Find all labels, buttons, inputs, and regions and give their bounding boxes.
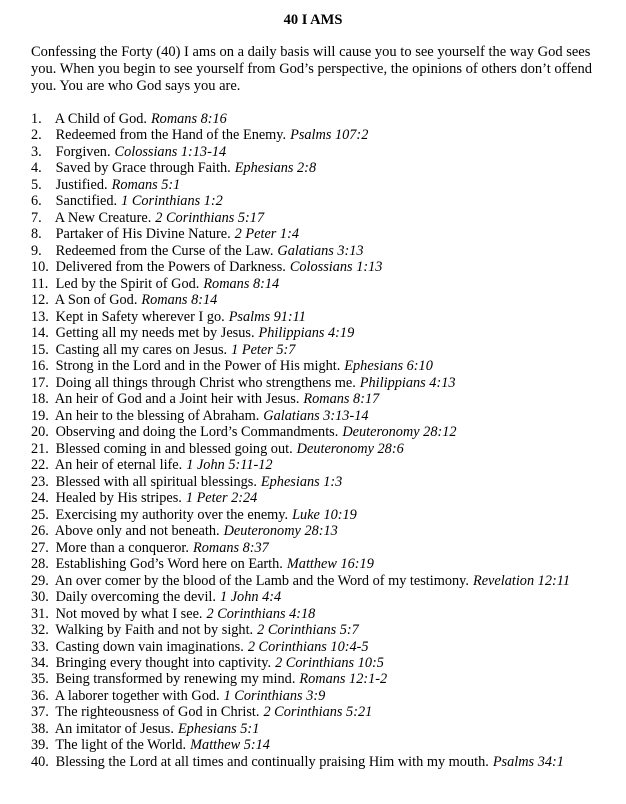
scripture-reference: Romans 8:16 bbox=[150, 111, 227, 127]
list-item-number: 8. bbox=[31, 226, 42, 243]
list-item-text: Casting all my cares on Jesus. bbox=[55, 341, 228, 358]
list-item-number: 40. bbox=[31, 753, 49, 770]
list-item-text: A Child of God. bbox=[54, 111, 147, 127]
list-item bbox=[31, 474, 611, 490]
list-item-number: 36. bbox=[31, 687, 49, 704]
list-item bbox=[31, 309, 611, 325]
list-item-number: 28. bbox=[31, 556, 49, 573]
intro-paragraph: Confessing the Forty (40) I ams on a daily basis will cause you to see yourself the way God sees you. When you begin to see yourself from God’s perspective, the opinions of others don’t offend you. You are who God says you are. bbox=[31, 44, 592, 94]
scripture-reference: 1 Peter 5:7 bbox=[231, 341, 296, 358]
list-item bbox=[31, 639, 611, 655]
scripture-reference: Deuteronomy 28:12 bbox=[342, 424, 457, 441]
list-item bbox=[31, 292, 611, 308]
list-item bbox=[31, 210, 611, 226]
list-item-text: The light of the World. bbox=[55, 737, 187, 754]
list-item-text: Saved by Grace through Faith. bbox=[55, 160, 231, 177]
list-item-text: Being transformed by renewing my mind. bbox=[55, 671, 296, 688]
list-item-text: Getting all my needs met by Jesus. bbox=[55, 325, 255, 342]
list-item-number: 5. bbox=[31, 176, 42, 193]
scripture-reference: Revelation 12:11 bbox=[472, 572, 570, 589]
list-item-number: 20. bbox=[31, 424, 49, 441]
scripture-reference: Romans 8:17 bbox=[303, 391, 380, 408]
list-item bbox=[31, 127, 611, 143]
list-item-number: 12. bbox=[31, 292, 49, 309]
list-item-number: 2. bbox=[31, 127, 42, 144]
list-item-number: 37. bbox=[31, 704, 49, 721]
scripture-reference: Psalms 91:11 bbox=[228, 308, 306, 325]
list-item-text: Casting down vain imaginations. bbox=[55, 638, 244, 655]
list-item-number: 26. bbox=[31, 523, 49, 540]
list-item-text: Bringing every thought into captivity. bbox=[55, 654, 272, 671]
scripture-reference: 2 Peter 1:4 bbox=[234, 226, 299, 243]
list-item-number: 13. bbox=[31, 308, 49, 325]
scripture-reference: Galatians 3:13-14 bbox=[263, 407, 369, 424]
list-item bbox=[31, 721, 611, 737]
list-item bbox=[31, 259, 611, 275]
scripture-reference: Psalms 34:1 bbox=[492, 753, 564, 770]
list-item-number: 34. bbox=[31, 654, 49, 671]
list-item-text: Establishing God’s Word here on Earth. bbox=[55, 556, 283, 573]
list-item bbox=[31, 704, 611, 720]
list-item-number: 22. bbox=[31, 457, 49, 474]
list-item bbox=[31, 490, 611, 506]
list-item-text: Kept in Safety wherever I go. bbox=[55, 308, 225, 325]
scripture-reference: 1 John 4:4 bbox=[219, 589, 282, 606]
list-item-text: Blessing the Lord at all times and continually praising Him with my mouth. bbox=[55, 753, 489, 770]
scripture-reference: Ephesians 5:1 bbox=[177, 720, 260, 737]
list-item-number: 35. bbox=[31, 671, 49, 688]
list-item-text: Exercising my authority over the enemy. bbox=[55, 506, 289, 523]
list-item-number: 14. bbox=[31, 325, 49, 342]
list-item-number: 15. bbox=[31, 341, 49, 358]
scripture-reference: 1 Peter 2:24 bbox=[185, 490, 258, 507]
list-item bbox=[31, 540, 611, 556]
list-item bbox=[31, 589, 611, 605]
list-item bbox=[31, 622, 611, 638]
scripture-reference: 2 Corinthians 5:7 bbox=[257, 622, 359, 639]
list-item-number: 32. bbox=[31, 622, 49, 639]
list-item-text: Daily overcoming the devil. bbox=[55, 589, 216, 606]
list-item-text: Redeemed from the Hand of the Enemy. bbox=[55, 127, 287, 144]
list-item bbox=[31, 441, 611, 457]
list-item-text: An imitator of Jesus. bbox=[54, 720, 174, 737]
list-item bbox=[31, 342, 611, 358]
list-item-text: Not moved by what I see. bbox=[55, 605, 203, 622]
scripture-reference: 2 Corinthians 10:4-5 bbox=[247, 638, 369, 655]
list-item bbox=[31, 655, 611, 671]
list-item-text: Justified. bbox=[55, 176, 108, 193]
scripture-reference: Colossians 1:13-14 bbox=[114, 143, 227, 160]
scripture-reference: Romans 5:1 bbox=[111, 176, 181, 193]
list-item-text: An heir to the blessing of Abraham. bbox=[54, 407, 260, 424]
list-item bbox=[31, 160, 611, 176]
list-item bbox=[31, 507, 611, 523]
list-item-text: Walking by Faith and not by sight. bbox=[55, 622, 254, 639]
list-item bbox=[31, 606, 611, 622]
list-item bbox=[31, 424, 611, 440]
page-title: 40 I AMS bbox=[283, 12, 343, 28]
scripture-reference: Romans 8:37 bbox=[192, 539, 269, 556]
list-item-text: An heir of eternal life. bbox=[54, 457, 183, 474]
list-item bbox=[31, 737, 611, 753]
list-item-number: 30. bbox=[31, 589, 49, 606]
list-item-text: More than a conqueror. bbox=[55, 539, 189, 556]
list-item-number: 18. bbox=[31, 391, 49, 408]
list-item-number: 21. bbox=[31, 440, 49, 457]
list-item-number: 29. bbox=[31, 572, 49, 589]
list-item-text: Redeemed from the Curse of the Law. bbox=[55, 242, 274, 259]
list-item-text: An heir of God and a Joint heir with Jesus. bbox=[54, 391, 300, 408]
list-item bbox=[31, 671, 611, 687]
scripture-reference: Romans 12:1-2 bbox=[299, 671, 388, 688]
list-item bbox=[31, 177, 611, 193]
list-item bbox=[31, 193, 611, 209]
list-item-number: 19. bbox=[31, 407, 49, 424]
list-item-text: Forgiven. bbox=[55, 143, 111, 160]
list-item bbox=[31, 688, 611, 704]
list-item-text: Strong in the Lord and in the Power of His might. bbox=[55, 358, 341, 375]
list-item-text: The righteousness of God in Christ. bbox=[55, 704, 260, 721]
scripture-reference: 2 Corinthians 5:21 bbox=[263, 704, 373, 721]
scripture-reference: Ephesians 2:8 bbox=[234, 160, 317, 177]
list-item bbox=[31, 754, 611, 770]
list-item-number: 38. bbox=[31, 720, 49, 737]
list-item bbox=[31, 243, 611, 259]
scripture-reference: Romans 8:14 bbox=[141, 292, 218, 309]
list-item-text: Delivered from the Powers of Darkness. bbox=[55, 259, 286, 276]
list-item-number: 1. bbox=[31, 111, 42, 127]
list-item bbox=[31, 358, 611, 374]
list-item bbox=[31, 457, 611, 473]
scripture-reference: Luke 10:19 bbox=[292, 506, 357, 523]
list-item bbox=[31, 408, 611, 424]
scripture-reference: 1 John 5:11-12 bbox=[186, 457, 273, 474]
list-item-text: A New Creature. bbox=[54, 209, 152, 226]
list-item-text: Doing all things through Christ who strengthens me. bbox=[55, 374, 356, 391]
list-item-number: 23. bbox=[31, 473, 49, 490]
list-item bbox=[31, 573, 611, 589]
scripture-reference: 2 Corinthians 4:18 bbox=[206, 605, 316, 622]
list-item-text: Blessed coming in and blessed going out. bbox=[55, 440, 293, 457]
list-item-text: A Son of God. bbox=[54, 292, 138, 309]
scripture-reference: Ephesians 6:10 bbox=[344, 358, 433, 375]
scripture-reference: Romans 8:14 bbox=[203, 275, 280, 292]
scripture-reference: 1 Corinthians 1:2 bbox=[121, 193, 223, 210]
scripture-reference: Philippians 4:13 bbox=[359, 374, 456, 391]
list-item bbox=[31, 276, 611, 292]
scripture-reference: Colossians 1:13 bbox=[289, 259, 383, 276]
scripture-reference: 1 Corinthians 3:9 bbox=[223, 687, 326, 704]
list-item-text: A laborer together with God. bbox=[54, 687, 220, 704]
list-item-number: 25. bbox=[31, 506, 49, 523]
affirmation-list bbox=[31, 111, 611, 770]
scripture-reference: Galatians 3:13 bbox=[277, 242, 364, 259]
list-item-text: Healed by His stripes. bbox=[55, 490, 182, 507]
scripture-reference: Matthew 5:14 bbox=[190, 737, 270, 754]
list-item bbox=[31, 391, 611, 407]
list-item-number: 10. bbox=[31, 259, 49, 276]
list-item-number: 4. bbox=[31, 160, 42, 177]
list-item-number: 11. bbox=[31, 275, 49, 292]
list-item-text: Sanctified. bbox=[55, 193, 118, 210]
list-item-number: 27. bbox=[31, 539, 49, 556]
scripture-reference: 2 Corinthians 10:5 bbox=[275, 654, 384, 671]
scripture-reference: Deuteronomy 28:6 bbox=[296, 440, 404, 457]
list-item-text: Partaker of His Divine Nature. bbox=[55, 226, 231, 243]
list-item-number: 3. bbox=[31, 143, 42, 160]
list-item-number: 31. bbox=[31, 605, 49, 622]
list-item bbox=[31, 111, 611, 127]
scripture-reference: 2 Corinthians 5:17 bbox=[155, 209, 265, 226]
list-item-text: Above only and not beneath. bbox=[54, 523, 220, 540]
list-item-number: 6. bbox=[31, 193, 42, 210]
list-item bbox=[31, 556, 611, 572]
list-item bbox=[31, 375, 611, 391]
list-item bbox=[31, 144, 611, 160]
list-item-text: Observing and doing the Lord’s Commandments. bbox=[55, 424, 339, 441]
scripture-reference: Psalms 107:2 bbox=[290, 127, 369, 144]
list-item-number: 24. bbox=[31, 490, 49, 507]
list-item-text: Blessed with all spiritual blessings. bbox=[55, 473, 257, 490]
list-item-number: 39. bbox=[31, 737, 49, 754]
scripture-reference: Deuteronomy 28:13 bbox=[223, 523, 338, 540]
list-item bbox=[31, 226, 611, 242]
list-item-text: An over comer by the blood of the Lamb and the Word of my testimony. bbox=[54, 572, 469, 589]
list-item bbox=[31, 325, 611, 341]
list-item-number: 7. bbox=[31, 209, 42, 226]
list-item-number: 9. bbox=[31, 242, 42, 259]
list-item-number: 16. bbox=[31, 358, 49, 375]
list-item-number: 17. bbox=[31, 374, 49, 391]
scripture-reference: Ephesians 1:3 bbox=[260, 473, 343, 490]
scripture-reference: Matthew 16:19 bbox=[286, 556, 374, 573]
list-item-text: Led by the Spirit of God. bbox=[55, 275, 200, 292]
list-item-number: 33. bbox=[31, 638, 49, 655]
scripture-reference: Philippians 4:19 bbox=[258, 325, 355, 342]
list-item bbox=[31, 523, 611, 539]
